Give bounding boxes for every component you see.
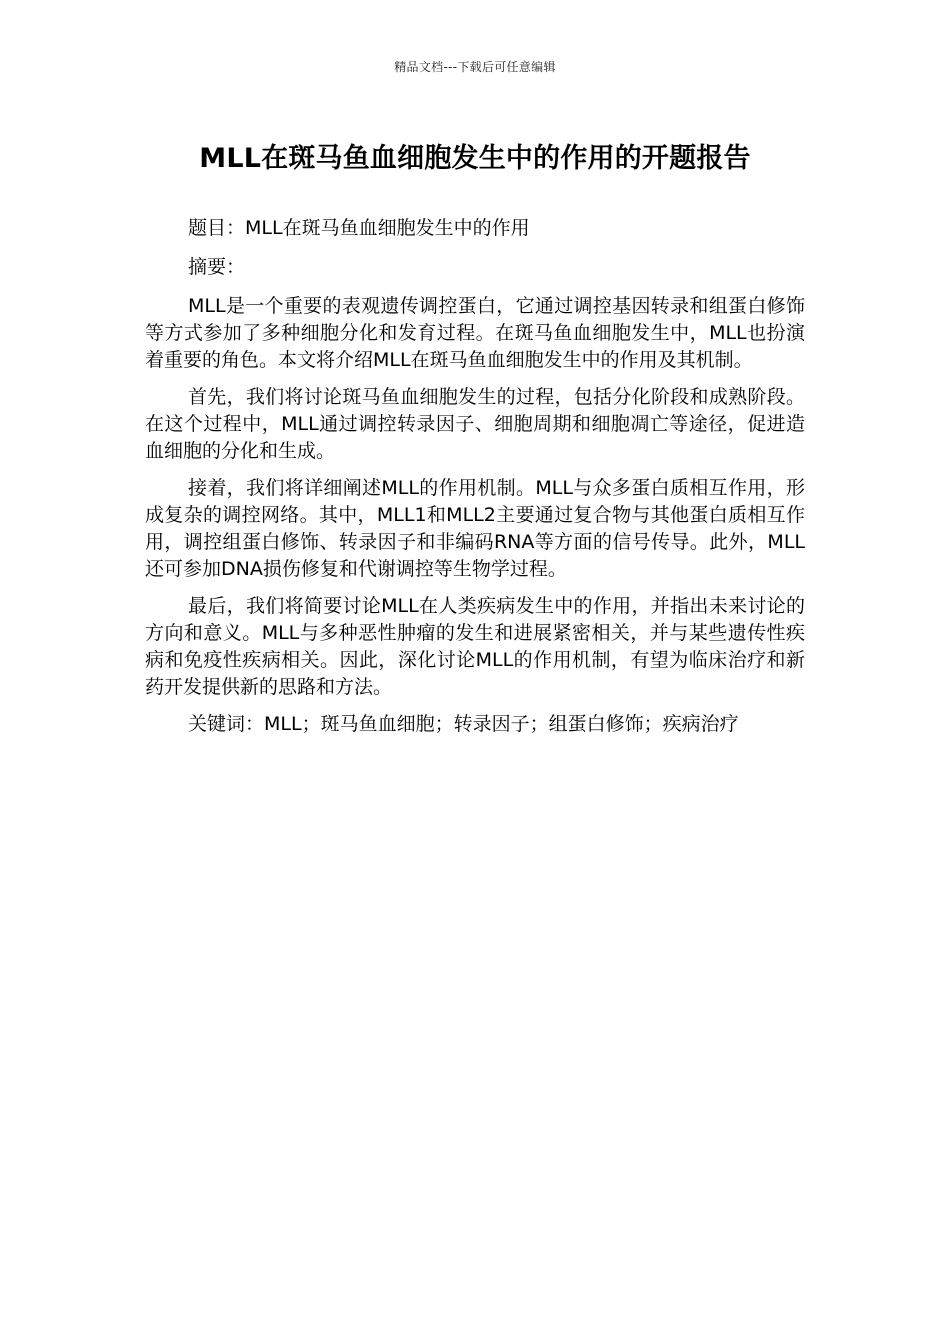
topic-value: MLL在斑马鱼血细胞发生中的作用 [245,217,530,239]
abstract-label: 摘要： [188,256,246,278]
header-note: 精品文档---下载后可任意编辑 [394,60,556,74]
document-body [145,215,805,750]
abstract-paragraph-3: 接着，我们将详细阐述MLL的作用机制。MLL与众多蛋白质相互作用，形成复杂的调控网络。其中，MLL1和MLL2主要通过复合物与其他蛋白质相互作用，调控组蛋白修饰、转录因子和非编码RNA等方面的信号传导。此外，MLL还可参加DNA损伤修复和代谢调控等生物学过程。 [145,477,805,580]
abstract-paragraph-4: 最后，我们将简要讨论MLL在人类疾病发生中的作用，并指出未来讨论的方向和意义。MLL与多种恶性肿瘤的发生和进展紧密相关，并与某些遗传性疾病和免疫性疾病相关。因此，深化讨论MLL的作用机制，有望为临床治疗和新药开发提供新的思路和方法。 [145,595,805,698]
document-title: MLL在斑马鱼血细胞发生中的作用的开题报告 [199,143,751,174]
keywords-value: MLL；斑马鱼血细胞；转录因子；组蛋白修饰；疾病治疗 [264,713,739,735]
topic-line [145,215,805,242]
abstract-paragraph-1: MLL是一个重要的表观遗传调控蛋白，它通过调控基因转录和组蛋白修饰等方式参加了多种细胞分化和发育过程。在斑马鱼血细胞发生中，MLL也扮演着重要的角色。本文将介绍MLL在斑马鱼血细胞发生中的作用及其机制。 [145,295,805,371]
abstract-paragraph-2: 首先，我们将讨论斑马鱼血细胞发生的过程，包括分化阶段和成熟阶段。在这个过程中，MLL通过调控转录因子、细胞周期和细胞凋亡等途径，促进造血细胞的分化和生成。 [145,386,805,462]
keywords-line [145,711,805,738]
topic-label: 题目： [188,217,246,239]
keywords-label: 关键词： [188,713,265,735]
